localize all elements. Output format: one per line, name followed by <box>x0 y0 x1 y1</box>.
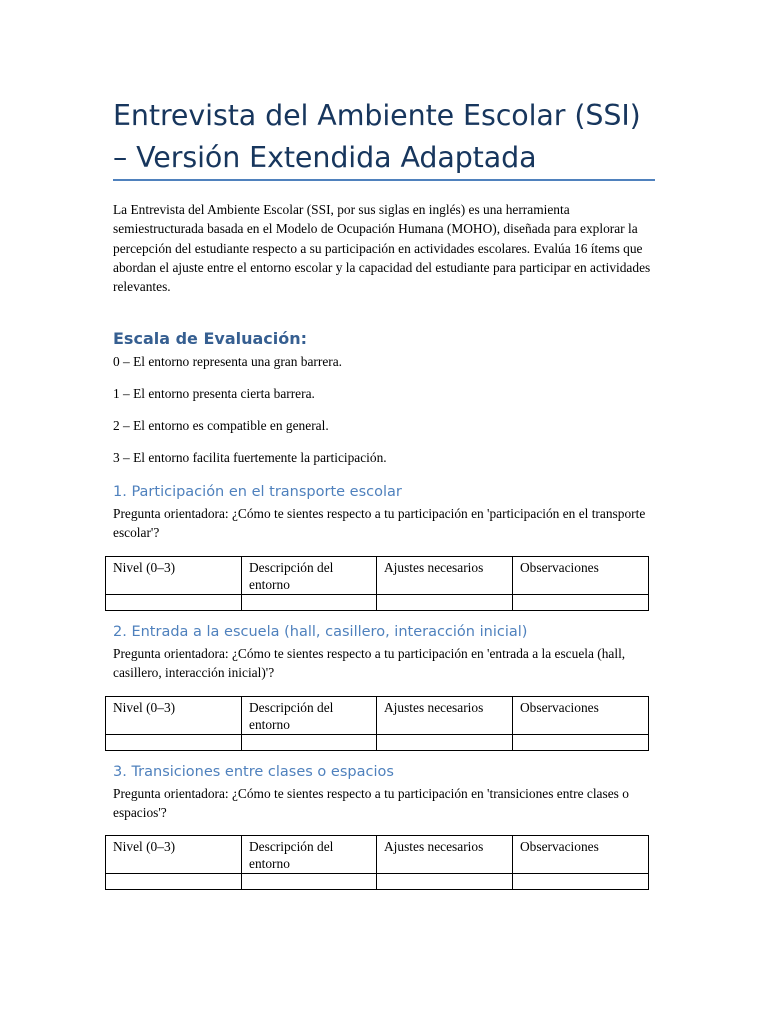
intro-paragraph: La Entrevista del Ambiente Escolar (SSI, por sus siglas en inglés) es una herramienta semiestructurada basada en el Modelo de Ocupación Humana (MOHO), diseñada para explorar la percepción del estudiante respecto a su participación en actividades escolares. Evalúa 16 ítems que abordan el ajuste entre el entorno escolar y la capacidad del estudiante para participar en actividades relevantes. <box>113 202 651 295</box>
cell-nivel[interactable] <box>106 735 242 751</box>
cell-observaciones[interactable] <box>513 595 649 611</box>
scale-item-0: 0 – El entorno representa una gran barrera. <box>113 354 343 369</box>
section-prompt-1: Pregunta orientadora: ¿Cómo te sientes respecto a tu participación en 'participación en el transporte escolar'? <box>113 506 646 540</box>
cell-nivel[interactable] <box>106 874 242 890</box>
header-observaciones: Observaciones <box>513 697 649 735</box>
header-observaciones: Observaciones <box>513 557 649 595</box>
section-heading-2: 2. Entrada a la escuela (hall, casillero, interacción inicial) <box>113 624 528 640</box>
table-row <box>106 735 649 751</box>
header-ajustes: Ajustes necesarios <box>377 836 513 874</box>
header-nivel: Nivel (0–3) <box>106 697 242 735</box>
cell-observaciones[interactable] <box>513 874 649 890</box>
section-heading-3: 3. Transiciones entre clases o espacios <box>113 764 394 780</box>
header-nivel: Nivel (0–3) <box>106 557 242 595</box>
scale-heading: Escala de Evaluación: <box>113 329 308 348</box>
header-nivel: Nivel (0–3) <box>106 836 242 874</box>
cell-descripcion[interactable] <box>242 595 377 611</box>
scale-item-1: 1 – El entorno presenta cierta barrera. <box>113 386 315 401</box>
cell-observaciones[interactable] <box>513 735 649 751</box>
header-descripcion: Descripción del entorno <box>242 836 377 874</box>
cell-ajustes[interactable] <box>377 595 513 611</box>
cell-ajustes[interactable] <box>377 874 513 890</box>
cell-descripcion[interactable] <box>242 735 377 751</box>
cell-descripcion[interactable] <box>242 874 377 890</box>
header-ajustes: Ajustes necesarios <box>377 697 513 735</box>
header-ajustes: Ajustes necesarios <box>377 557 513 595</box>
assessment-table-3 <box>105 835 649 890</box>
section-heading-1: 1. Participación en el transporte escolar <box>113 484 402 500</box>
table-header-row <box>106 557 649 595</box>
header-descripcion: Descripción del entorno <box>242 697 377 735</box>
scale-item-3: 3 – El entorno facilita fuertemente la participación. <box>113 450 387 465</box>
assessment-table-1 <box>105 556 649 611</box>
table-row <box>106 595 649 611</box>
header-observaciones: Observaciones <box>513 836 649 874</box>
cell-nivel[interactable] <box>106 595 242 611</box>
table-header-row <box>106 697 649 735</box>
section-prompt-2: Pregunta orientadora: ¿Cómo te sientes respecto a tu participación en 'entrada a la escuela (hall, casillero, interacción inicial)'? <box>113 646 626 680</box>
cell-ajustes[interactable] <box>377 735 513 751</box>
header-descripcion: Descripción del entorno <box>242 557 377 595</box>
scale-item-2: 2 – El entorno es compatible en general. <box>113 418 329 433</box>
document-title: Entrevista del Ambiente Escolar (SSI) – Versión Extendida Adaptada <box>113 99 641 174</box>
section-prompt-3: Pregunta orientadora: ¿Cómo te sientes respecto a tu participación en 'transiciones entre clases o espacios'? <box>113 786 629 820</box>
title-underline <box>113 179 655 181</box>
table-header-row <box>106 836 649 874</box>
table-row <box>106 874 649 890</box>
assessment-table-2 <box>105 696 649 751</box>
